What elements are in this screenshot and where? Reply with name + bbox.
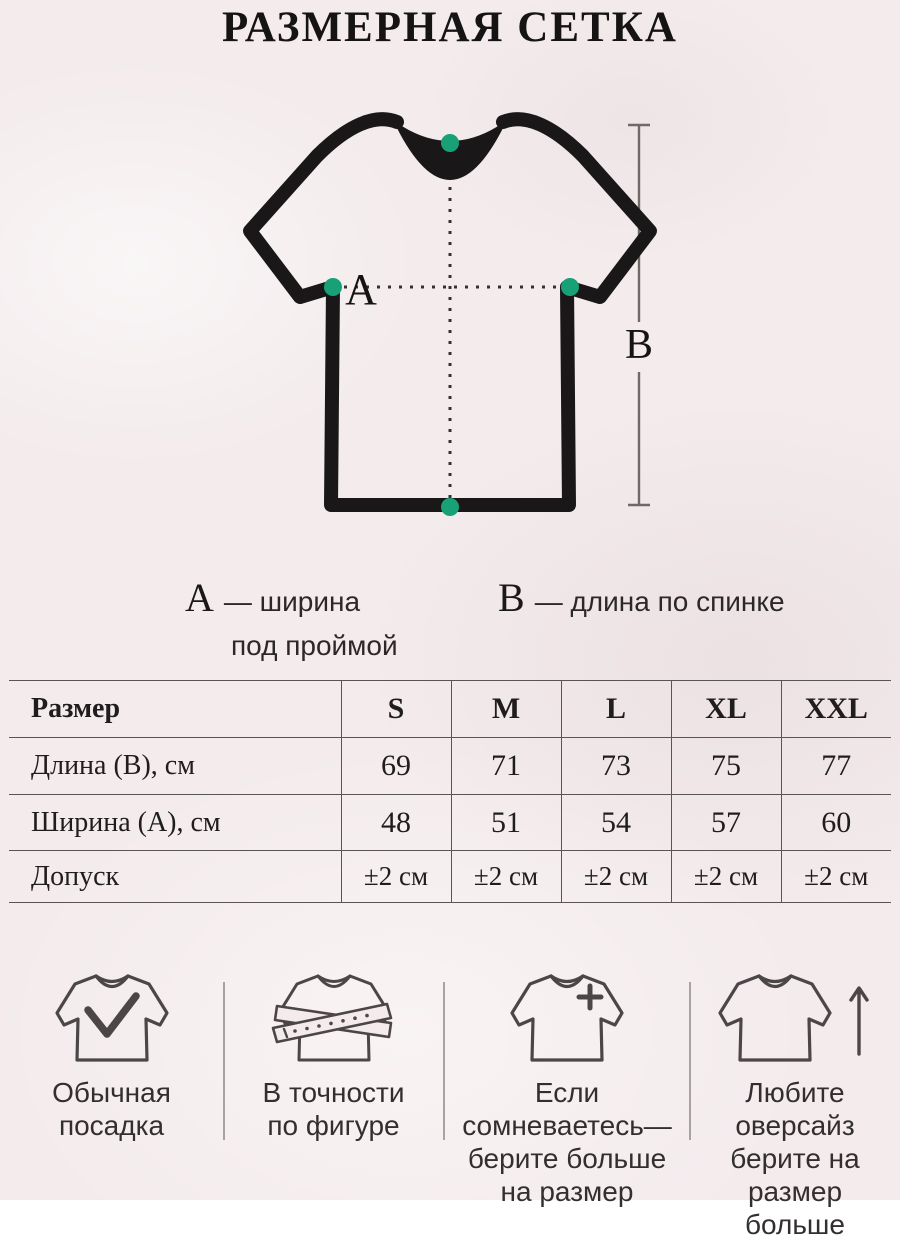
legend-a-text-line2: под проймой	[231, 630, 398, 661]
guide-divider	[689, 982, 691, 1140]
guide-divider	[223, 982, 225, 1140]
table-header-cell: XXL	[781, 681, 891, 738]
table-row	[9, 851, 891, 903]
table-cell: ±2 см	[341, 851, 451, 903]
tshirt-plus-icon	[505, 966, 629, 1066]
table-cell: 54	[561, 795, 671, 851]
fit-caption-line: берите на размер	[730, 1143, 860, 1207]
legend-a-letter: А	[185, 575, 214, 620]
fit-caption-line: берите больше	[467, 1143, 667, 1174]
table-cell: 51	[451, 795, 561, 851]
legend-width	[185, 574, 398, 662]
fit-guide-item-oversize	[690, 966, 900, 1241]
table-row-label: Ширина (А), см	[9, 795, 341, 851]
table-cell: ±2 см	[451, 851, 561, 903]
table-header-cell: M	[451, 681, 561, 738]
table-cell: 71	[451, 738, 561, 795]
table-cell: 48	[341, 795, 451, 851]
table-header-row	[9, 681, 891, 738]
measure-point-dot	[441, 498, 459, 516]
table-header-cell: Размер	[9, 681, 341, 738]
table-header-cell: XL	[671, 681, 781, 738]
measure-point-dot	[324, 278, 342, 296]
fit-caption-line: Обычная	[52, 1077, 171, 1108]
measure-point-dot	[561, 278, 579, 296]
tshirt-arrow-icon	[713, 966, 877, 1066]
fit-guide-item-exact	[223, 966, 444, 1142]
table-cell: 69	[341, 738, 451, 795]
tshirt-check-icon	[50, 966, 174, 1066]
fit-caption-line: больше	[745, 1209, 845, 1240]
legend-b-text: — длина по спинке	[534, 586, 785, 617]
guide-divider	[443, 982, 445, 1140]
dotted-guide-lines	[333, 143, 570, 507]
fit-caption-line: посадка	[58, 1110, 165, 1141]
table-cell: ±2 см	[671, 851, 781, 903]
table-row	[9, 795, 891, 851]
fit-caption-line: на размер	[500, 1176, 634, 1207]
table-cell: 57	[671, 795, 781, 851]
tshirt-tape-icon	[269, 966, 399, 1066]
table-cell: 77	[781, 738, 891, 795]
width-label-a: А	[345, 265, 377, 314]
fit-caption-line: Если сомневаетесь—	[462, 1077, 672, 1141]
legend-length	[498, 574, 785, 621]
size-table	[9, 680, 891, 903]
table-header-cell: L	[561, 681, 671, 738]
table-header-cell: S	[341, 681, 451, 738]
tshirt-measurement-diagram	[210, 100, 670, 540]
fit-caption-line: Любите оверсайз	[735, 1077, 855, 1141]
table-cell: ±2 см	[561, 851, 671, 903]
fit-guide-item-regular	[0, 966, 223, 1142]
table-row-label: Длина (В), см	[9, 738, 341, 795]
fit-caption-line: по фигуре	[267, 1110, 400, 1141]
legend-a-text: — ширина	[223, 586, 361, 617]
fit-caption-line: В точности	[262, 1077, 405, 1108]
table-cell: 73	[561, 738, 671, 795]
table-row	[9, 738, 891, 795]
length-dimension-line	[628, 125, 650, 505]
length-label-b: В	[624, 322, 654, 368]
table-cell: ±2 см	[781, 851, 891, 903]
table-cell: 75	[671, 738, 781, 795]
table-cell: 60	[781, 795, 891, 851]
measure-point-dot	[441, 134, 459, 152]
fit-guide-item-size-up	[444, 966, 690, 1208]
table-row-label: Допуск	[9, 851, 341, 903]
page-title: РАЗМЕРНАЯ СЕТКА	[222, 4, 678, 51]
legend-b-letter: В	[498, 575, 525, 620]
